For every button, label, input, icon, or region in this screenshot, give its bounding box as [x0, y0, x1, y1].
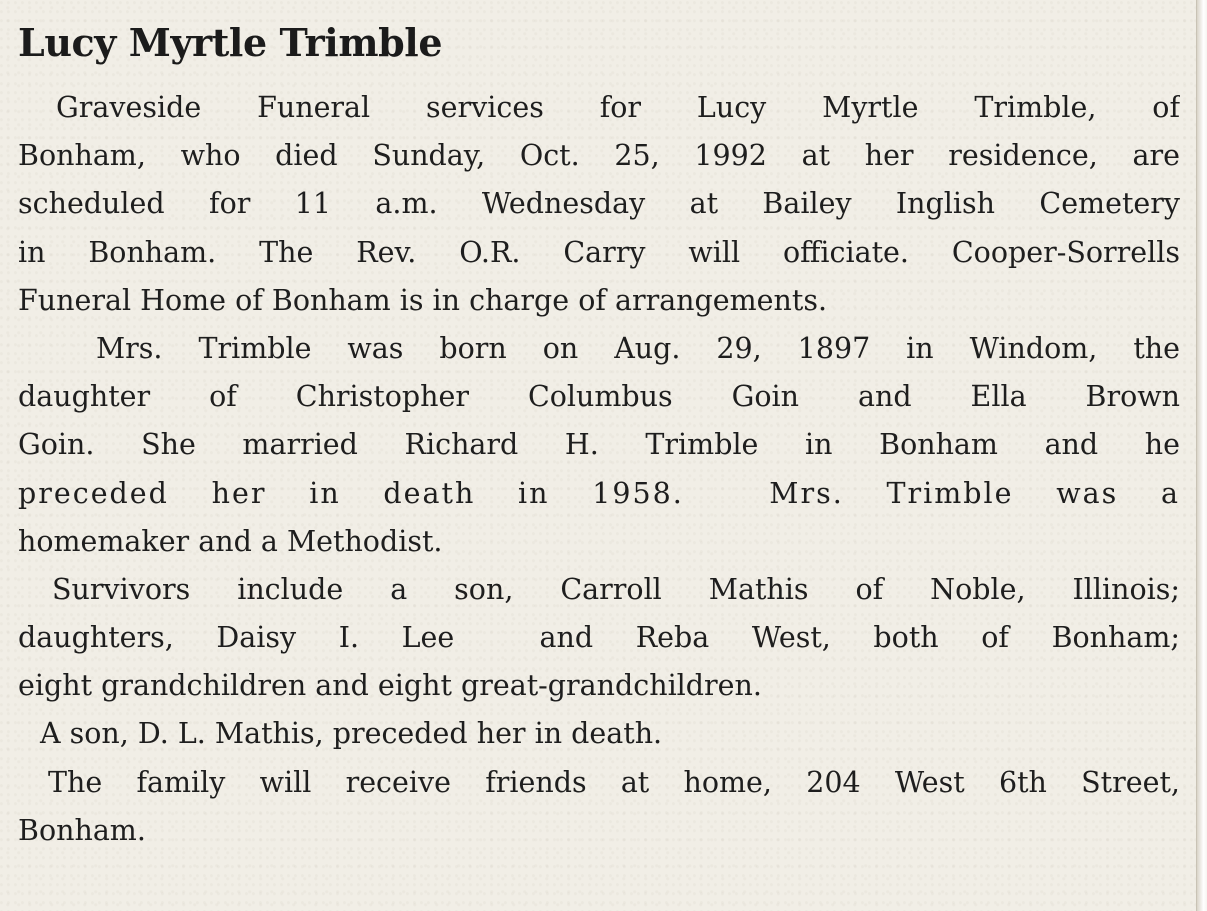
text-line: Survivors include a son, Carroll Mathis of Noble, Illinois; — [52, 572, 1180, 606]
text-line: Bonham. — [18, 813, 146, 847]
text-line: homemaker and a Methodist. — [18, 524, 443, 558]
text-line: The family will receive friends at home, 204 West 6th Street, — [48, 765, 1180, 799]
text-line: Mrs. Trimble was born on Aug. 29, 1897 in Windom, the — [96, 331, 1180, 365]
text-line: preceded her in death in 1958. Mrs. Trimble was a — [18, 476, 1180, 510]
obituary-title: Lucy Myrtle Trimble — [18, 20, 443, 65]
text-line: eight grandchildren and eight great-grandchildren. — [18, 669, 762, 703]
obituary-body — [18, 84, 1180, 855]
text-line: Bonham, who died Sunday, Oct. 25, 1992 at her residence, are — [18, 139, 1180, 173]
text-line: Goin. She married Richard H. Trimble in Bonham and he — [18, 428, 1180, 462]
scan-edge — [1196, 0, 1207, 911]
text-line: daughter of Christopher Columbus Goin and Ella Brown — [18, 380, 1180, 414]
text-line: scheduled for 11 a.m. Wednesday at Bailey Inglish Cemetery — [18, 187, 1180, 221]
text-line: Graveside Funeral services for Lucy Myrtle Trimble, of — [56, 91, 1180, 124]
text-line: in Bonham. The Rev. O.R. Carry will officiate. Cooper-Sorrells — [18, 235, 1180, 269]
text-line: daughters, Daisy I. Lee and Reba West, both of Bonham; — [18, 621, 1180, 655]
text-line: A son, D. L. Mathis, preceded her in death. — [40, 717, 663, 751]
text-line: Funeral Home of Bonham is in charge of arrangements. — [18, 283, 828, 317]
